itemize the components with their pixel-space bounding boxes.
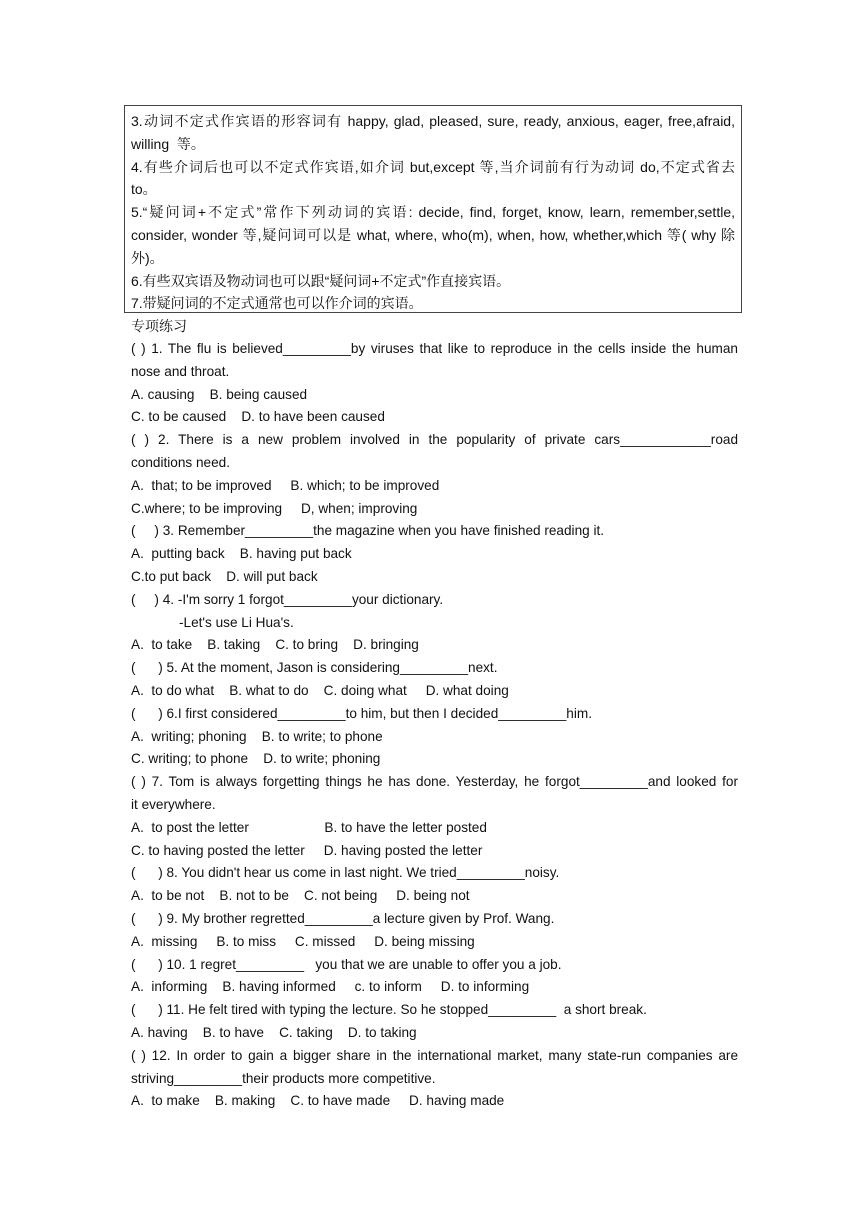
question-2-options-ab: A. that; to be improved B. which; to be improved	[131, 477, 440, 493]
question-3-options-cd: C.to put back D. will put back	[131, 568, 318, 584]
question-2-options-cd: C.where; to be improving D, when; improving	[131, 500, 418, 516]
question-8-options: A. to be not B. not to be C. not being D. being not	[131, 888, 470, 904]
rule-3-line-1: 3.动词不定式作宾语的形容词有 happy, glad, pleased, sure, ready, anxious, eager, free,afraid,	[131, 113, 735, 129]
rule-7: 7.带疑问词的不定式通常也可以作介词的宾语。	[131, 295, 423, 312]
rule-4-line-1: 4.有些介词后也可以不定式作宾语,如介词 but,except 等,当介词前有行为动词 do,不定式省去	[131, 158, 735, 175]
question-4-options: A. to take B. taking C. to bring D. bringing	[131, 637, 419, 653]
section-title: 专项练习	[131, 318, 187, 334]
rule-6: 6.有些双宾语及物动词也可以跟“疑问词+不定式”作直接宾语。	[131, 272, 511, 289]
rule-5-line-2: consider, wonder 等,疑问词可以是 what, where, who(m), when, how, whether,which 等( why 除	[131, 226, 735, 243]
question-3-options-ab: A. putting back B. having put back	[131, 546, 352, 562]
question-1-options-cd: C. to be caused D. to have been caused	[131, 409, 385, 425]
question-4-reply: -Let's use Li Hua's.	[179, 614, 294, 630]
question-8: ( ) 8. You didn't hear us come in last night. We tried_________noisy.	[131, 865, 560, 881]
question-9-options: A. missing B. to miss C. missed D. being missing	[131, 933, 475, 949]
grammar-rules-box	[124, 105, 742, 313]
question-3: ( ) 3. Remember_________the magazine when you have finished reading it.	[131, 523, 605, 539]
question-10: ( ) 10. 1 regret_________ you that we are unable to offer you a job.	[131, 956, 562, 972]
question-2: ( ) 2. There is a new problem involved in the popularity of private cars____________road	[131, 432, 738, 448]
question-1-options-ab: A. causing B. being caused	[131, 386, 308, 402]
exercise-list	[131, 338, 738, 1113]
question-5: ( ) 5. At the moment, Jason is considering_________next.	[131, 660, 498, 676]
question-7-cont: it everywhere.	[131, 796, 216, 812]
question-6-options-ab: A. writing; phoning B. to write; to phone	[131, 728, 383, 744]
rule-5-line-1: 5.“疑问词+不定式”常作下列动词的宾语: decide, find, forget, know, learn, remember,settle,	[131, 204, 735, 221]
question-7-options-ab: A. to post the letter B. to have the letter posted	[131, 819, 487, 835]
question-12: ( ) 12. In order to gain a bigger share in the international market, many state-run companies are	[131, 1047, 738, 1063]
question-7: ( ) 7. Tom is always forgetting things he has done. Yesterday, he forgot_________and looked for	[131, 774, 738, 790]
question-6: ( ) 6.I first considered_________to him, but then I decided_________him.	[131, 705, 592, 721]
question-11-options: A. having B. to have C. taking D. to taking	[131, 1024, 417, 1040]
question-2-cont: conditions need.	[131, 454, 231, 470]
question-12-options: A. to make B. making C. to have made D. having made	[131, 1093, 505, 1109]
question-5-options: A. to do what B. what to do C. doing what D. what doing	[131, 682, 509, 698]
rule-3-line-2: willing 等。	[131, 135, 205, 152]
question-1: ( ) 1. The flu is believed_________by viruses that like to reproduce in the cells inside the human	[131, 341, 738, 356]
question-4: ( ) 4. -I'm sorry 1 forgot_________your dictionary.	[131, 591, 444, 607]
question-7-options-cd: C. to having posted the letter D. having posted the letter	[131, 842, 483, 858]
rule-4-line-2: to。	[131, 181, 157, 198]
question-6-options-cd: C. writing; to phone D. to write; phoning	[131, 751, 381, 767]
question-12-cont: striving_________their products more competitive.	[131, 1070, 436, 1086]
question-11: ( ) 11. He felt tired with typing the lecture. So he stopped_________ a short break.	[131, 1002, 647, 1018]
question-1-cont: nose and throat.	[131, 363, 230, 379]
rule-5-line-3: 外)。	[131, 249, 164, 266]
question-10-options: A. informing B. having informed c. to inform D. to informing	[131, 979, 530, 995]
question-9: ( ) 9. My brother regretted_________a lecture given by Prof. Wang.	[131, 910, 555, 926]
